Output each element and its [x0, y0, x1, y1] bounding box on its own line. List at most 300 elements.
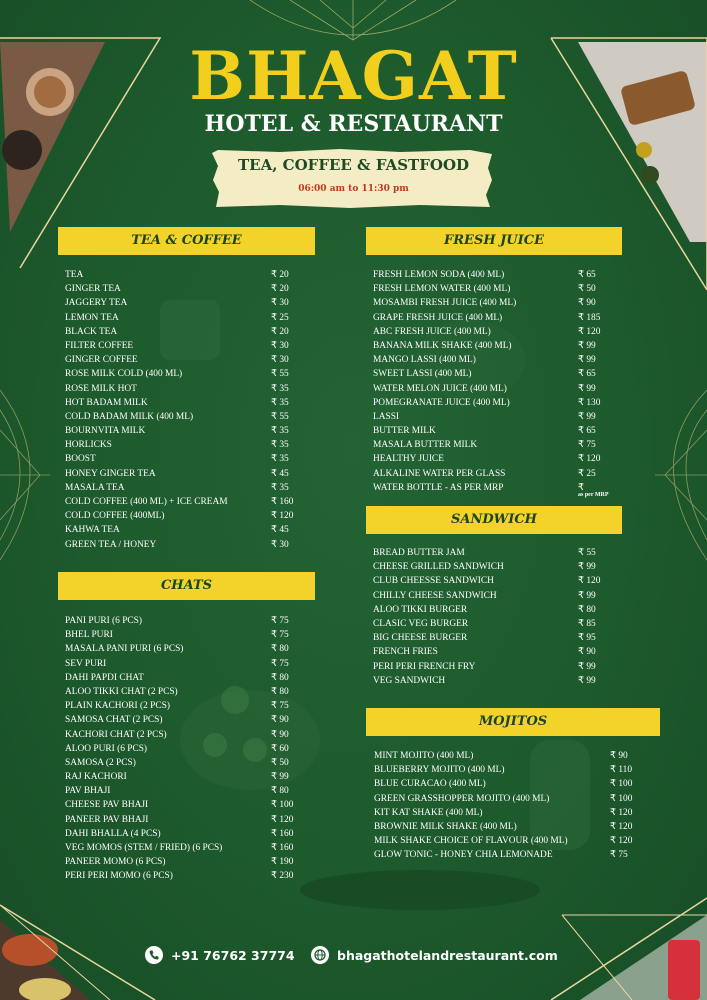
currency-symbol: ₹ [578, 482, 584, 493]
menu-item-price [271, 827, 293, 841]
menu-item-name: SWEET LASSI (400 ML) [373, 369, 472, 380]
menu-item-name: MILK SHAKE CHOICE OF FLAVOUR (400 ML) [374, 836, 568, 847]
currency-symbol: ₹ [271, 772, 277, 783]
menu-item [65, 268, 315, 282]
menu-item-price [578, 353, 596, 367]
currency-symbol: ₹ [271, 757, 277, 768]
footer-phone[interactable] [145, 944, 295, 966]
price-value: 85 [586, 618, 596, 629]
menu-item-price [610, 834, 632, 848]
price-value: 90 [618, 751, 628, 761]
price-value: 90 [586, 647, 596, 658]
currency-symbol: ₹ [271, 871, 277, 882]
menu-item-price [271, 509, 293, 523]
menu-item-name: MINT MOJITO (400 ML) [374, 751, 474, 761]
menu-item-name: MASALA BUTTER MILK [373, 440, 478, 451]
currency-symbol: ₹ [578, 355, 584, 366]
menu-item-name: MASALA TEA [65, 482, 125, 493]
menu-item-price [578, 396, 600, 410]
menu-item-name: DAHI PAPDI CHAT [65, 672, 144, 683]
currency-symbol: ₹ [271, 616, 277, 626]
menu-item-name: BUTTER MILK [373, 426, 436, 437]
menu-item [373, 339, 623, 353]
menu-item-name: CLASIC VEG BURGER [373, 618, 469, 629]
price-value: 20 [279, 284, 289, 295]
menu-item-name: ABC FRESH JUICE (400 ML) [373, 326, 491, 337]
currency-symbol: ₹ [578, 454, 584, 465]
menu-item-price [271, 523, 289, 537]
price-value: 55 [279, 369, 289, 380]
menu-item-price [578, 467, 596, 481]
currency-symbol: ₹ [610, 821, 616, 832]
menu-item-name: HORLICKS [65, 440, 112, 451]
mojitos-list [374, 749, 664, 863]
menu-item [373, 674, 623, 688]
menu-item-price [578, 603, 596, 617]
section-header-sandwich: SANDWICH [366, 506, 622, 534]
price-value: 45 [279, 525, 289, 536]
menu-item-name: PANEER PAV BHAJI [65, 814, 149, 825]
menu-item [374, 820, 664, 834]
price-value: 90 [279, 715, 289, 726]
menu-item-name: BLUEBERRY MOJITO (400 ML) [374, 765, 505, 776]
menu-item [373, 410, 623, 424]
menu-item-price [271, 699, 289, 713]
section-header-chats: CHATS [58, 572, 315, 600]
menu-item-name: CHILLY CHEESE SANDWICH [373, 590, 497, 601]
price-value: 20 [279, 270, 289, 280]
menu-item-price [610, 763, 632, 777]
currency-symbol: ₹ [578, 411, 584, 422]
currency-symbol: ₹ [271, 426, 277, 437]
price-value: 50 [586, 284, 596, 295]
menu-item-name: LASSI [373, 411, 400, 422]
currency-symbol: ₹ [610, 850, 616, 861]
price-value: 20 [279, 326, 289, 337]
drink-glass-icon [668, 940, 700, 1000]
currency-symbol: ₹ [610, 793, 616, 804]
menu-item-price [578, 339, 596, 353]
menu-item [374, 806, 664, 820]
price-value: 30 [279, 539, 289, 550]
price-value: 190 [279, 857, 294, 868]
footer-website[interactable] [311, 944, 558, 966]
menu-item-price [578, 660, 596, 674]
menu-item [373, 438, 623, 452]
menu-item-name: MASALA PANI PURI (6 PCS) [65, 644, 184, 655]
currency-symbol: ₹ [271, 355, 277, 366]
phone-icon [145, 946, 163, 964]
menu-item [374, 749, 664, 763]
price-value: 99 [586, 383, 596, 394]
menu-item [65, 713, 315, 727]
currency-symbol: ₹ [578, 576, 584, 587]
menu-item-name: GRAPE FRESH JUICE (400 ML) [373, 312, 503, 323]
menu-item-price [578, 589, 596, 603]
menu-item-name: PAV BHAJI [65, 786, 111, 797]
menu-item-name: DAHI BHALLA (4 PCS) [65, 828, 161, 839]
menu-item-name: PANI PURI (6 PCS) [65, 616, 143, 626]
currency-symbol: ₹ [578, 284, 584, 295]
menu-item [373, 282, 623, 296]
menu-item [65, 495, 315, 509]
menu-item-price [271, 396, 289, 410]
menu-item-name: JAGGERY TEA [65, 298, 128, 309]
price-value: 100 [618, 779, 633, 790]
menu-item-name: HEALTHY JUICE [373, 454, 444, 465]
menu-item-name: BREAD BUTTER JAM [373, 548, 465, 558]
price-value: 230 [279, 871, 294, 882]
menu-item [373, 296, 623, 310]
menu-item [373, 631, 623, 645]
menu-item [374, 792, 664, 806]
price-value: 90 [279, 729, 289, 740]
menu-item-price [271, 742, 289, 756]
menu-item [373, 353, 623, 367]
menu-item [373, 660, 623, 674]
menu-item-price [578, 367, 596, 381]
currency-symbol: ₹ [578, 326, 584, 337]
menu-item-name: GINGER COFFEE [65, 355, 138, 366]
menu-item-name: PANEER MOMO (6 PCS) [65, 857, 166, 868]
currency-symbol: ₹ [271, 369, 277, 380]
menu-item [65, 452, 315, 466]
price-value: 65 [586, 369, 596, 380]
currency-symbol: ₹ [578, 675, 584, 686]
menu-item-price [271, 410, 289, 424]
menu-item-price [271, 325, 289, 339]
currency-symbol: ₹ [271, 715, 277, 726]
price-value: 80 [279, 672, 289, 683]
menu-item-price [578, 560, 596, 574]
menu-item-price [271, 855, 293, 869]
currency-symbol: ₹ [578, 647, 584, 658]
menu-item-price [271, 685, 289, 699]
price-value: 120 [279, 814, 294, 825]
menu-item [65, 642, 315, 656]
currency-symbol: ₹ [610, 807, 616, 818]
menu-item-name: ROSE MILK COLD (400 ML) [65, 369, 183, 380]
menu-item-price [271, 798, 293, 812]
menu-item [65, 410, 315, 424]
menu-item-name: BHEL PURI [65, 630, 113, 641]
price-value: 75 [279, 616, 289, 626]
menu-item [373, 467, 623, 481]
menu-item [65, 614, 315, 628]
menu-item [373, 452, 623, 466]
price-value: 95 [586, 633, 596, 644]
currency-symbol: ₹ [271, 284, 277, 295]
menu-item-price [271, 628, 289, 642]
menu-item-price [578, 645, 596, 659]
menu-item-name: CHEESE PAV BHAJI [65, 800, 149, 811]
price-value: 75 [586, 440, 596, 451]
menu-item-name: SAMOSA CHAT (2 PCS) [65, 715, 163, 726]
menu-item [65, 728, 315, 742]
menu-item [374, 763, 664, 777]
currency-symbol: ₹ [271, 857, 277, 868]
menu-item-price [610, 820, 632, 834]
menu-item [374, 834, 664, 848]
menu-item-price [271, 614, 289, 628]
price-value: 160 [279, 828, 294, 839]
menu-item-price [271, 770, 289, 784]
menu-item [373, 396, 623, 410]
price-value: 90 [586, 298, 596, 309]
menu-item-price [271, 424, 289, 438]
currency-symbol: ₹ [271, 440, 277, 451]
menu-item [65, 538, 315, 552]
menu-item-price [578, 311, 600, 325]
menu-item [65, 685, 315, 699]
menu-item [373, 367, 623, 381]
fresh-juice-list [373, 268, 623, 495]
menu-item-price [271, 481, 289, 495]
menu-item [373, 645, 623, 659]
menu-item [65, 311, 315, 325]
currency-symbol: ₹ [578, 340, 584, 351]
currency-symbol: ₹ [578, 298, 584, 309]
price-value: 160 [279, 843, 294, 853]
menu-item-price [610, 777, 632, 791]
menu-item-name: BLACK TEA [65, 326, 118, 337]
price-value: 35 [279, 397, 289, 408]
menu-item-price [578, 438, 596, 452]
menu-item [65, 813, 315, 827]
website-url: bhagathotelandrestaurant.com [337, 947, 558, 963]
menu-item-price [271, 784, 289, 798]
menu-item [373, 382, 623, 396]
currency-symbol: ₹ [271, 686, 277, 697]
menu-item-name: BOOST [65, 454, 96, 465]
menu-item-name: BOURNVITA MILK [65, 426, 146, 437]
menu-item-name: MOSAMBI FRESH JUICE (400 ML) [373, 298, 517, 309]
menu-item-price [271, 452, 289, 466]
menu-item-price [271, 495, 293, 509]
currency-symbol: ₹ [578, 270, 584, 280]
currency-symbol: ₹ [610, 751, 616, 761]
menu-item [65, 325, 315, 339]
currency-symbol: ₹ [578, 604, 584, 615]
price-value: 45 [279, 468, 289, 479]
currency-symbol: ₹ [271, 729, 277, 740]
menu-item [65, 509, 315, 523]
currency-symbol: ₹ [578, 440, 584, 451]
menu-item-name: PERI PERI MOMO (6 PCS) [65, 871, 173, 882]
menu-item [65, 756, 315, 770]
price-value: 25 [279, 312, 289, 323]
sandwich-list [373, 546, 623, 688]
currency-symbol: ₹ [271, 312, 277, 323]
price-value: 120 [618, 821, 633, 832]
menu-item-price [271, 311, 289, 325]
menu-item-price [578, 674, 596, 688]
price-value: 99 [586, 340, 596, 351]
menu-item [65, 657, 315, 671]
menu-item-price [578, 325, 600, 339]
menu-item-price [578, 631, 596, 645]
section-header-mojitos: MOJITOS [366, 708, 660, 736]
price-value: 99 [586, 411, 596, 422]
currency-symbol: ₹ [578, 548, 584, 558]
currency-symbol: ₹ [271, 658, 277, 669]
menu-item-price [271, 642, 289, 656]
price-value: 75 [279, 701, 289, 712]
price-value: 55 [279, 411, 289, 422]
price-value: 99 [586, 661, 596, 672]
menu-item-price [271, 339, 289, 353]
price-value: 60 [279, 743, 289, 754]
currency-symbol: ₹ [578, 397, 584, 408]
menu-item-name: BANANA MILK SHAKE (400 ML) [373, 340, 512, 351]
currency-symbol: ₹ [271, 525, 277, 536]
menu-item-name: MANGO LASSI (400 ML) [373, 355, 476, 366]
price-value: 100 [618, 793, 633, 804]
price-value: 65 [586, 270, 596, 280]
price-value: 65 [586, 426, 596, 437]
currency-symbol: ₹ [271, 786, 277, 797]
menu-item [373, 311, 623, 325]
menu-item-price [578, 452, 600, 466]
currency-symbol: ₹ [271, 340, 277, 351]
menu-item-price [271, 467, 289, 481]
currency-symbol: ₹ [271, 383, 277, 394]
menu-item [373, 268, 623, 282]
brand-subtitle: HOTEL & RESTAURANT [204, 111, 503, 137]
currency-symbol: ₹ [271, 814, 277, 825]
menu-item [374, 848, 664, 862]
currency-symbol: ₹ [271, 270, 277, 280]
menu-item [65, 827, 315, 841]
menu-item-price [271, 869, 293, 883]
menu-item [65, 523, 315, 537]
price-value: 120 [279, 511, 294, 522]
menu-item-price [271, 268, 289, 282]
menu-item [65, 382, 315, 396]
menu-item-price [271, 841, 293, 855]
menu-item-name: HOT BADAM MILK [65, 397, 148, 408]
menu-item-name: VEG MOMOS (STEM / FRIED) (6 PCS) [65, 843, 223, 853]
menu-item-name: ROSE MILK HOT [65, 383, 137, 394]
price-value: 35 [279, 426, 289, 437]
menu-item-name: GINGER TEA [65, 284, 121, 295]
currency-symbol: ₹ [610, 779, 616, 790]
menu-item-name: COLD COFFEE (400 ML) + ICE CREAM [65, 497, 228, 507]
menu-item [65, 742, 315, 756]
menu-item-name: KIT KAT SHAKE (400 ML) [374, 807, 483, 818]
currency-symbol: ₹ [578, 633, 584, 644]
menu-item-name: WATER MELON JUICE (400 ML) [373, 383, 507, 394]
menu-item [65, 671, 315, 685]
menu-item-name: FRESH LEMON SODA (400 ML) [373, 270, 505, 280]
price-value: 50 [279, 757, 289, 768]
currency-symbol: ₹ [610, 836, 616, 847]
currency-symbol: ₹ [578, 312, 584, 323]
currency-symbol: ₹ [271, 454, 277, 465]
tagline: TEA, COFFEE & FASTFOOD [237, 156, 470, 174]
price-value: 35 [279, 454, 289, 465]
menu-item-name: CHEESE GRILLED SANDWICH [373, 562, 504, 573]
brand-name: BHAGAT [189, 37, 518, 115]
menu-item [65, 628, 315, 642]
menu-item-name: ALKALINE WATER PER GLASS [373, 468, 506, 479]
menu-item [65, 699, 315, 713]
section-header-tea: TEA & COFFEE [58, 227, 315, 255]
menu-item [65, 438, 315, 452]
menu-item-price [271, 382, 289, 396]
price-value: 185 [586, 312, 601, 323]
menu-item-price [271, 657, 289, 671]
menu-item-price [271, 813, 293, 827]
menu-item-price [578, 282, 596, 296]
menu-item-name: WATER BOTTLE - AS PER MRP [373, 482, 504, 493]
currency-symbol: ₹ [271, 843, 277, 853]
menu-item-price [271, 438, 289, 452]
menu-item-price [610, 792, 632, 806]
currency-symbol: ₹ [578, 383, 584, 394]
chats-list [65, 614, 315, 884]
price-value: 160 [279, 497, 294, 507]
menu-item-price [578, 268, 596, 282]
menu-item [65, 396, 315, 410]
menu-item-price [271, 538, 289, 552]
tea-coffee-list [65, 268, 315, 552]
menu-item-price [610, 848, 628, 862]
menu-item-name: HONEY GINGER TEA [65, 468, 156, 479]
price-value: 80 [279, 686, 289, 697]
menu-item [65, 481, 315, 495]
currency-symbol: ₹ [578, 468, 584, 479]
menu-item [374, 777, 664, 791]
menu-item [65, 296, 315, 310]
menu-item-name: FRENCH FRIES [373, 647, 438, 658]
currency-symbol: ₹ [271, 644, 277, 655]
price-value: 130 [586, 397, 601, 408]
menu-item-name: LEMON TEA [65, 312, 119, 323]
price-value: 35 [279, 383, 289, 394]
menu-item-name: GREEN TEA / HONEY [65, 539, 157, 550]
price-value: 99 [586, 590, 596, 601]
menu-item [65, 367, 315, 381]
price-value: 99 [586, 675, 596, 686]
menu-item-name: PERI PERI FRENCH FRY [373, 661, 476, 672]
menu-item [65, 467, 315, 481]
phone-number: +91 76762 37774 [171, 947, 295, 963]
currency-symbol: ₹ [578, 369, 584, 380]
currency-symbol: ₹ [271, 630, 277, 641]
price-value: 80 [586, 604, 596, 615]
menu-item-price [610, 806, 632, 820]
menu-item-price [578, 546, 596, 560]
price-value: 110 [618, 765, 633, 776]
menu-item [65, 339, 315, 353]
menu-item [373, 603, 623, 617]
price-value: 30 [279, 355, 289, 366]
menu-item [373, 617, 623, 631]
section-header-juice: FRESH JUICE [366, 227, 622, 255]
menu-item [65, 282, 315, 296]
menu-item-name: GREEN GRASSHOPPER MOJITO (400 ML) [374, 793, 550, 804]
menu-item-name: TEA [65, 270, 84, 280]
price-value: 25 [586, 468, 596, 479]
menu-item-name: SAMOSA (2 PCS) [65, 757, 136, 768]
menu-item-price [610, 749, 628, 763]
menu-item [65, 841, 315, 855]
menu-item [65, 869, 315, 883]
price-value: 75 [279, 658, 289, 669]
menu-item [65, 784, 315, 798]
currency-symbol: ₹ [271, 701, 277, 712]
